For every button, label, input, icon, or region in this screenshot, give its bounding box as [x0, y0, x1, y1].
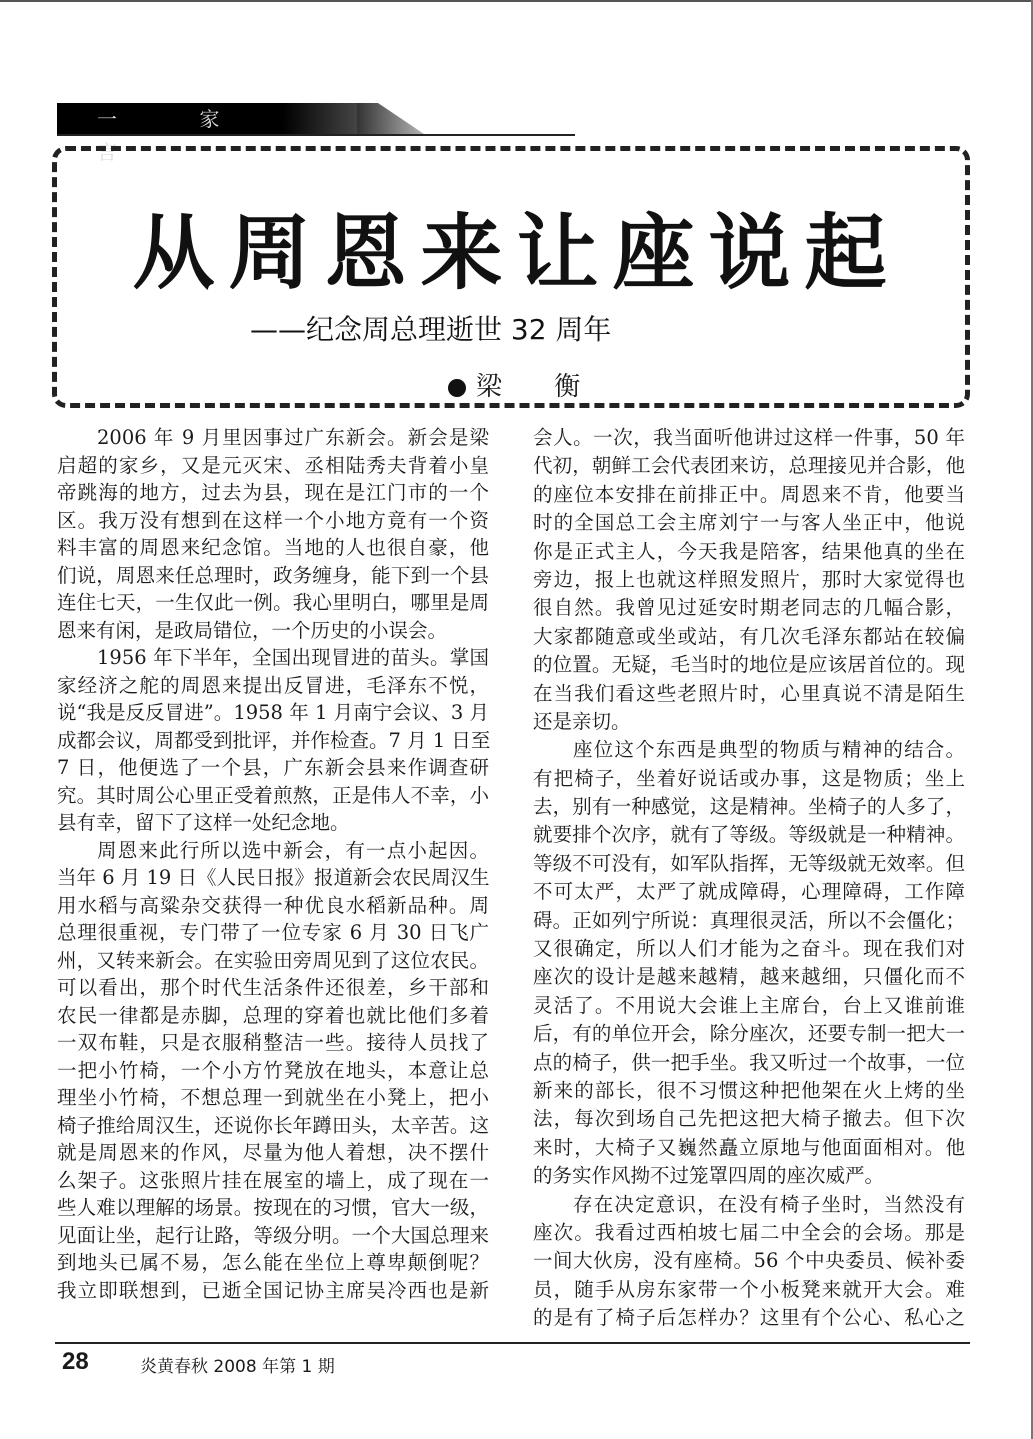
text-line: 7 日，他便选了一个县，广东新会县来作调查研 [57, 756, 489, 779]
paragraph [533, 1191, 965, 1333]
paragraph [57, 644, 489, 837]
text-line: 有把椅子，坐着好说话或办事，这是物质；坐上 [533, 766, 965, 790]
text-line: 又很确定，所以人们才能为之奋斗。现在我们对 [533, 937, 965, 961]
section-banner-decoration [357, 103, 427, 136]
text-line: 一双布鞋，只是衣服稍整洁一些。接待人员找了 [57, 1031, 489, 1054]
text-line: 一间大伙房，没有座椅。56 个中央委员、候补委 [533, 1249, 965, 1273]
paragraph [57, 424, 489, 644]
article-title: 从周恩来让座说起 [132, 206, 901, 301]
text-line: 1956 年下半年，全国出现冒进的苗头。掌国 [97, 646, 489, 669]
text-line: 不可太严，太严了就成障碍，心理障碍，工作障 [533, 880, 965, 904]
text-line: 周恩来此行所以选中新会，有一点小起因。 [97, 838, 489, 862]
text-line: 碍。正如列宁所说：真理很灵活，所以不会僵化； [533, 908, 965, 932]
text-line: 新来的部长，很不习惯这种把他架在火上烤的坐 [533, 1078, 965, 1102]
text-line: 2006 年 9 月里因事过广东新会。新会是梁 [97, 426, 489, 449]
text-line: 们说，周恩来任总理时，政务缠身，能下到一个县 [57, 563, 489, 587]
text-line: 成都会议，周都受到批评，并作检查。7 月 1 日至 [57, 728, 491, 752]
text-line: 就要排个次序，就有了等级。等级就是一种精神。 [533, 823, 965, 847]
text-line: 等级不可没有，如军队指挥，无等级就无效率。但 [533, 851, 965, 875]
text-line: 去，别有一种感觉，这是精神。坐椅子的人多了， [533, 795, 965, 819]
text-line: 座次的设计是越来越精，越来越细，只僵化而不 [533, 965, 965, 989]
text-line: 说“我是反反冒进”。1958 年 1 月南宁会议、3 月 [57, 701, 489, 724]
text-line: 点的椅子，供一把手坐。我又听过一个故事，一位 [533, 1050, 965, 1074]
text-line: 的座位本安排在前排正中。周恩来不肯，他要当 [533, 482, 965, 506]
paragraph [533, 736, 965, 1190]
text-line: 家经济之舵的周恩来提出反冒进，毛泽东不悦， [57, 673, 489, 697]
text-line: 座次。我看过西柏坡七届二中全会的会场。那是 [533, 1220, 965, 1244]
text-line: 时的全国总工会主席刘宁一与客人坐正中，他说 [533, 511, 965, 535]
text-line: 一把小竹椅，一个小方竹凳放在地头，本意让总 [57, 1058, 489, 1082]
text-line: 农民一律都是赤脚，总理的穿着也就比他们多着 [57, 1003, 489, 1027]
footer-rule [55, 1342, 970, 1344]
text-line: 区。我万没有想到在这样一个小地方竟有一个资 [57, 508, 489, 532]
text-line: 存在决定意识，在没有椅子坐时，当然没有 [573, 1192, 965, 1216]
paragraph [57, 837, 489, 1305]
text-line: 理坐小竹椅，不想总理一到就坐在小凳上，把小 [57, 1086, 489, 1109]
text-line: 可以看出，那个时代生活条件还很差，乡干部和 [57, 976, 489, 999]
text-line: 的位置。无疑，毛当时的地位是应该居首位的。现 [533, 653, 965, 677]
text-line: 到地头已属不易，怎么能在坐位上尊卑颠倒呢？ [57, 1251, 489, 1274]
section-label: 一 家 言 [57, 103, 357, 136]
text-line: 后，有的单位开会，除分座次，还要专制一把大一 [533, 1022, 965, 1046]
text-line: 我立即联想到，已逝全国记协主席吴冷西也是新 [57, 1278, 489, 1302]
text-line: 连住七天，一生仅此一例。我心里明白，哪里是周 [57, 591, 489, 614]
text-line: 恩来有闲，是政局错位，一个历史的小误会。 [57, 618, 448, 642]
text-line: 员，随手从房东家带一个小板凳来就开大会。难 [533, 1277, 965, 1301]
text-line: 见面让坐，起行让路，等级分明。一个大国总理来 [57, 1223, 489, 1247]
text-line: 总理很重视，专门带了一位专家 6 月 30 日飞广 [57, 921, 489, 944]
text-line: 用水稻与高粱杂交获得一种优良水稻新品种。周 [57, 893, 489, 917]
right-column [533, 424, 965, 1333]
text-line: 就是周恩来的作风，尽量为他人着想，决不摆什 [57, 1141, 489, 1164]
text-line: 启超的家乡，又是元灭宋、丞相陆秀夫背着小皇 [57, 453, 489, 477]
text-line: 灵活了。不用说大会谁上主席台，台上又谁前谁 [533, 993, 965, 1017]
text-line: 会人。一次，我当面听他讲过这样一件事，50 年 [533, 426, 965, 449]
text-line: 椅子推给周汉生，还说你长年蹲田头，太辛苦。这 [57, 1113, 489, 1137]
text-line: 县有幸，留下了这样一处纪念地。 [57, 811, 350, 834]
page-top-border [0, 0, 1033, 2]
text-line: 帝跳海的地方，过去为县，现在是江门市的一个 [57, 481, 489, 504]
journal-issue: 炎黄春秋 2008 年第 1 期 [140, 1357, 335, 1377]
text-line: 很自然。我曾见过延安时期老同志的几幅合影， [533, 596, 965, 620]
text-line: 来时，大椅子又巍然矗立原地与他面面相对。他 [533, 1135, 965, 1159]
bullet-icon [448, 379, 466, 397]
author-name: 梁 衡 [476, 372, 603, 402]
text-line: 料丰富的周恩来纪念馆。当地的人也很自豪，他 [57, 536, 489, 559]
text-line: 在当我们看这些老照片时，心里真说不清是陌生 [533, 681, 965, 705]
text-line: 的务实作风拗不过笼罩四周的座次威严。 [533, 1164, 885, 1188]
left-column [57, 424, 489, 1304]
text-line: 些人难以理解的场景。按现在的习惯，官大一级， [57, 1196, 489, 1219]
text-line: 究。其时周公心里正受着煎熬，正是伟人不幸，小 [57, 783, 489, 807]
text-line: 还是亲切。 [533, 709, 631, 733]
page-number: 28 [62, 1348, 89, 1375]
section-rule [57, 134, 575, 136]
text-line: 代初，朝鲜工会代表团来访，总理接见并合影，他 [533, 454, 965, 478]
text-line: 座位这个东西是典型的物质与精神的结合。 [573, 738, 965, 762]
text-line: 大家都随意或坐或站，有几次毛泽东都站在较偏 [533, 624, 965, 648]
author-byline [448, 366, 602, 403]
text-line: 州，又转来新会。在实验田旁周见到了这位农民。 [57, 948, 489, 972]
text-line: 么架子。这张照片挂在展室的墙上，成了现在一 [57, 1168, 489, 1192]
text-line: 法，每次到场自己先把这把大椅子撤去。但下次 [533, 1107, 965, 1131]
text-line: 旁边，报上也就这样照发照片，那时大家觉得也 [533, 567, 965, 591]
text-line: 你是正式主人，今天我是陪客，结果他真的坐在 [533, 539, 965, 563]
text-line: 的是有了椅子后怎样办？这里有个公心、私心之 [533, 1306, 965, 1330]
paragraph [533, 424, 965, 736]
article-subtitle: ——纪念周总理逝世 32 周年 [250, 313, 612, 346]
text-line: 当年 6 月 19 日《人民日报》报道新会农民周汉生 [57, 866, 490, 889]
